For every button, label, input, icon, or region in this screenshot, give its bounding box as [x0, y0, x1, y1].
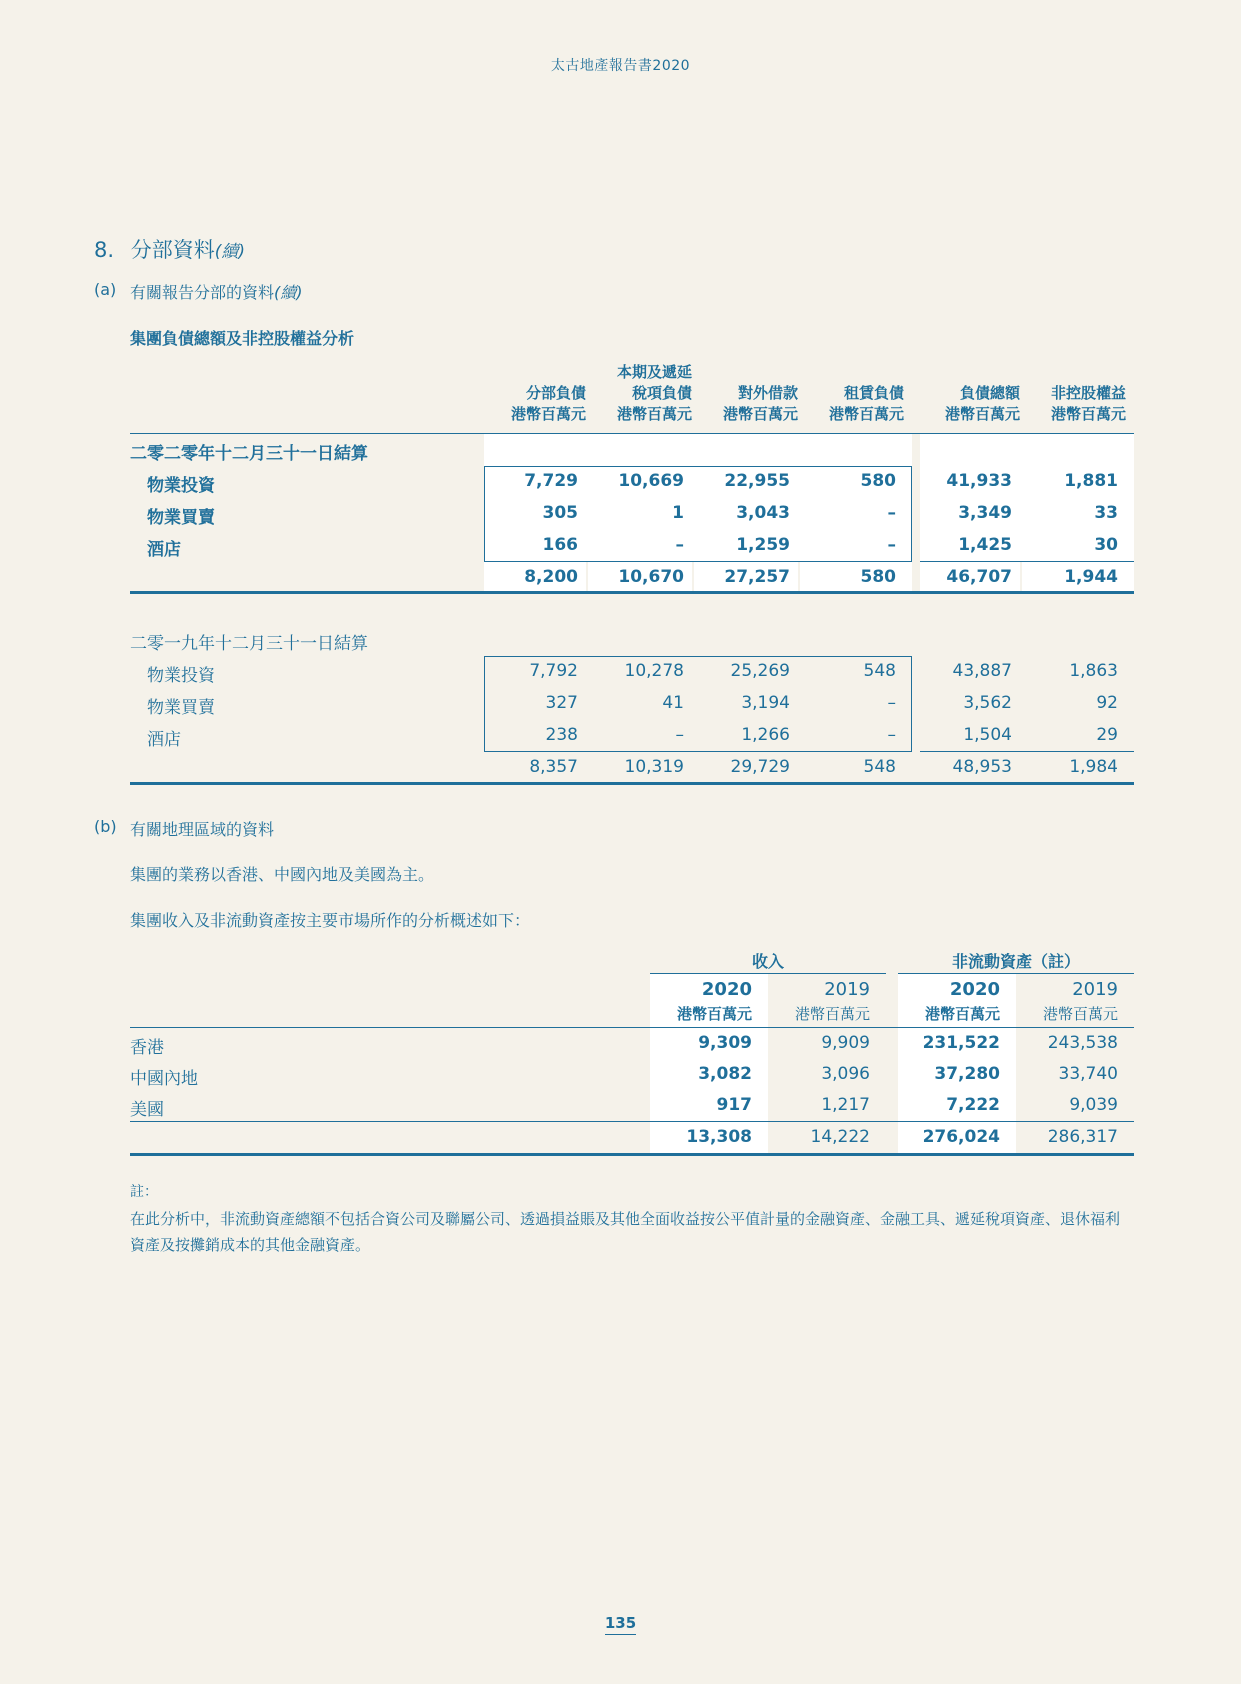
part-a-title [130, 280, 303, 303]
t1-col5-unit: 港幣百萬元 [944, 405, 1020, 423]
t1-cell: 7,792 [529, 661, 578, 681]
t2-row-label: 美國 [130, 1100, 164, 1120]
section-title-text: 分部資料 [130, 238, 215, 262]
t1-cell: – [675, 725, 684, 745]
t2-cell: 9,039 [1069, 1095, 1118, 1115]
t1-total-cell: 8,357 [529, 757, 578, 777]
t1-cell: 3,349 [958, 503, 1012, 523]
t1-row-label: 物業投資 [147, 476, 215, 496]
t2-cell: 7,222 [946, 1095, 1000, 1115]
t1-col3-line1 [696, 362, 798, 383]
t1-col1-line1 [484, 362, 586, 383]
note-heading: 註： [130, 1184, 158, 1200]
part-a-label: (a) [94, 280, 117, 299]
t1-col3-head [696, 362, 798, 425]
table-row-total [130, 562, 1134, 594]
t1-col5-line2: 負債總額 [959, 384, 1020, 402]
t2-unit: 港幣百萬元 [676, 1005, 752, 1023]
table-row [130, 720, 1134, 752]
part-b-para2: 集團收入及非流動資產按主要市場所作的分析概述如下： [130, 911, 531, 930]
t1-total-cell: 48,953 [952, 757, 1012, 777]
t1-cell: – [887, 693, 896, 713]
col-gap [586, 562, 588, 592]
section-number: 8. [94, 238, 115, 262]
table-row-total [130, 752, 1134, 784]
t1-cell: 1,425 [958, 535, 1012, 555]
t1-2019-heading-row [130, 624, 1134, 656]
page-number [0, 1614, 1241, 1632]
t1-cell: 10,669 [618, 471, 684, 491]
t2-cell: 9,909 [821, 1033, 870, 1053]
part-b-para1: 集團的業務以香港、中國內地及美國為主。 [130, 865, 435, 884]
t2-cell: 3,082 [698, 1064, 752, 1084]
t1-cell: 327 [545, 693, 578, 713]
t1-cell: 3,562 [963, 693, 1012, 713]
t1-col4-unit: 港幣百萬元 [828, 405, 904, 423]
t1-cell: 29 [1096, 725, 1118, 745]
t1-cell: – [887, 535, 896, 555]
t2-group-rule-1 [650, 973, 886, 974]
t2-cell: 917 [716, 1095, 752, 1115]
t1-2020-heading: 二零二零年十二月三十一日結算 [130, 444, 368, 464]
table-row [130, 1028, 1134, 1060]
t2-unit: 港幣百萬元 [924, 1005, 1000, 1023]
t1-col6-line2: 非控股權益 [1050, 384, 1126, 402]
t1-cell: 1,259 [736, 535, 790, 555]
t1-cell: 305 [542, 503, 578, 523]
t1-total-cell: 580 [860, 567, 896, 587]
table-row [130, 688, 1134, 720]
t2-unit: 港幣百萬元 [1042, 1005, 1118, 1023]
t1-2019-heading: 二零一九年十二月三十一日結算 [130, 634, 368, 654]
t1-col2-line1: 本期及遞延 [616, 363, 692, 381]
t1-row-label: 酒店 [147, 540, 181, 560]
t1-col4-head [802, 362, 904, 425]
t1-total-cell: 10,670 [618, 567, 684, 587]
t1-total-cell: 46,707 [946, 567, 1012, 587]
t1-total-cell: 1,944 [1064, 567, 1118, 587]
t2-cell: 37,280 [934, 1064, 1000, 1084]
t2-group-revenue: 收入 [751, 952, 784, 971]
col-gap [798, 562, 800, 592]
t1-total-cell: 548 [863, 757, 896, 777]
table-row [130, 530, 1134, 562]
t1-cell: 1 [672, 503, 684, 523]
t1-cell: 33 [1094, 503, 1118, 523]
table-row [130, 466, 1134, 498]
t1-cell: 25,269 [730, 661, 790, 681]
t1-2019-total-rule [130, 782, 1134, 785]
t1-cell: 41,933 [946, 471, 1012, 491]
t1-cell: 1,504 [963, 725, 1012, 745]
t1-cell: 43,887 [952, 661, 1012, 681]
col-gap [912, 434, 920, 592]
t2-group-rule-2 [898, 973, 1134, 974]
t1-col1-line2: 分部負債 [525, 384, 586, 402]
t1-cell: – [887, 725, 896, 745]
t1-cell: 30 [1094, 535, 1118, 555]
t1-2020-total-rule [130, 591, 1134, 594]
t1-total-cell: 1,984 [1069, 757, 1118, 777]
t2-year: 2019 [824, 979, 870, 1000]
t1-total-cell: 10,319 [624, 757, 684, 777]
t2-cell: 1,217 [821, 1095, 870, 1115]
t1-col3-unit: 港幣百萬元 [722, 405, 798, 423]
table-row [130, 498, 1134, 530]
t2-cell: 243,538 [1047, 1033, 1118, 1053]
t2-cell: 33,740 [1058, 1064, 1118, 1084]
t2-total-rule [130, 1153, 1134, 1156]
t2-cell: 231,522 [922, 1033, 1000, 1053]
t1-cell: 3,194 [741, 693, 790, 713]
t1-row-label: 酒店 [147, 730, 181, 750]
t1-total-cell: 8,200 [524, 567, 578, 587]
t1-col4-line2: 租賃負債 [843, 384, 904, 402]
t1-cell: 1,266 [741, 725, 790, 745]
t1-col2-head [590, 362, 692, 425]
t1-cell: 10,278 [624, 661, 684, 681]
t1-col2-line2: 稅項負債 [631, 384, 692, 402]
table-row-total [130, 1122, 1134, 1154]
t2-total-cell: 286,317 [1047, 1127, 1118, 1147]
report-header: 太古地產報告書2020 [550, 58, 691, 74]
t1-col1-unit: 港幣百萬元 [510, 405, 586, 423]
t1-cell: 238 [545, 725, 578, 745]
t2-cell: 9,309 [698, 1033, 752, 1053]
t1-cell: 41 [662, 693, 684, 713]
table-row [130, 1059, 1134, 1091]
t1-cell: 166 [542, 535, 578, 555]
t2-total-cell: 14,222 [810, 1127, 870, 1147]
part-b-label: (b) [94, 817, 117, 836]
t1-cell: 3,043 [736, 503, 790, 523]
t2-year: 2020 [701, 979, 752, 1000]
t1-row-label: 物業買賣 [147, 698, 215, 718]
t1-col5-line1 [920, 362, 1020, 383]
t2-row-label: 香港 [130, 1038, 164, 1058]
table-row [130, 656, 1134, 688]
t1-col1-head [484, 362, 586, 425]
part-b-title: 有關地理區域的資料 [130, 820, 275, 839]
t2-year: 2020 [949, 979, 1000, 1000]
table1-caption: 集團負債總額及非控股權益分析 [130, 329, 355, 348]
t1-total-cell: 27,257 [724, 567, 790, 587]
t1-cell: – [887, 503, 896, 523]
t1-row-label: 物業投資 [147, 666, 215, 686]
col-gap [1020, 562, 1022, 592]
t2-row-label: 中國內地 [130, 1069, 198, 1089]
t2-group-noncurrent: 非流動資產（註） [951, 952, 1080, 971]
t1-col4-line1 [802, 362, 904, 383]
section-title [94, 234, 245, 264]
t1-col6-head [1024, 362, 1126, 425]
part-a-cont: (續) [274, 283, 303, 302]
t2-total-cell: 13,308 [686, 1127, 752, 1147]
t1-total-cell: 29,729 [730, 757, 790, 777]
t1-col3-line2: 對外借款 [737, 384, 798, 402]
section-cont: (續) [214, 242, 245, 262]
t1-cell: 92 [1096, 693, 1118, 713]
t2-unit: 港幣百萬元 [794, 1005, 870, 1023]
t1-cell: 7,729 [524, 471, 578, 491]
t1-col6-line1 [1024, 362, 1126, 383]
page-number-text: 135 [605, 1614, 636, 1635]
t1-cell: – [675, 535, 684, 555]
part-a-title-text: 有關報告分部的資料 [130, 283, 275, 302]
t1-cell: 548 [863, 661, 896, 681]
note-text: 在此分析中，非流動資產總額不包括合資公司及聯屬公司、透過損益賬及其他全面收益按公平值計量的金融資產、金融工具、遞延稅項資產、退休福利資產及按攤銷成本的其他金融資產。 [130, 1210, 1121, 1254]
t1-col5-head [920, 362, 1020, 425]
t2-year: 2019 [1072, 979, 1118, 1000]
t2-cell: 3,096 [821, 1064, 870, 1084]
t1-col2-unit: 港幣百萬元 [616, 405, 692, 423]
table-row [130, 1090, 1134, 1122]
t1-cell: 22,955 [724, 471, 790, 491]
col-gap [692, 562, 694, 592]
t1-col6-unit: 港幣百萬元 [1050, 405, 1126, 423]
t1-row-label: 物業買賣 [147, 508, 215, 528]
t2-total-cell: 276,024 [922, 1127, 1000, 1147]
t1-cell: 1,881 [1064, 471, 1118, 491]
t1-cell: 1,863 [1069, 661, 1118, 681]
t1-cell: 580 [860, 471, 896, 491]
geographic-table [130, 943, 1134, 1158]
liabilities-table [130, 362, 1134, 788]
t1-2020-heading-row [130, 434, 1134, 466]
